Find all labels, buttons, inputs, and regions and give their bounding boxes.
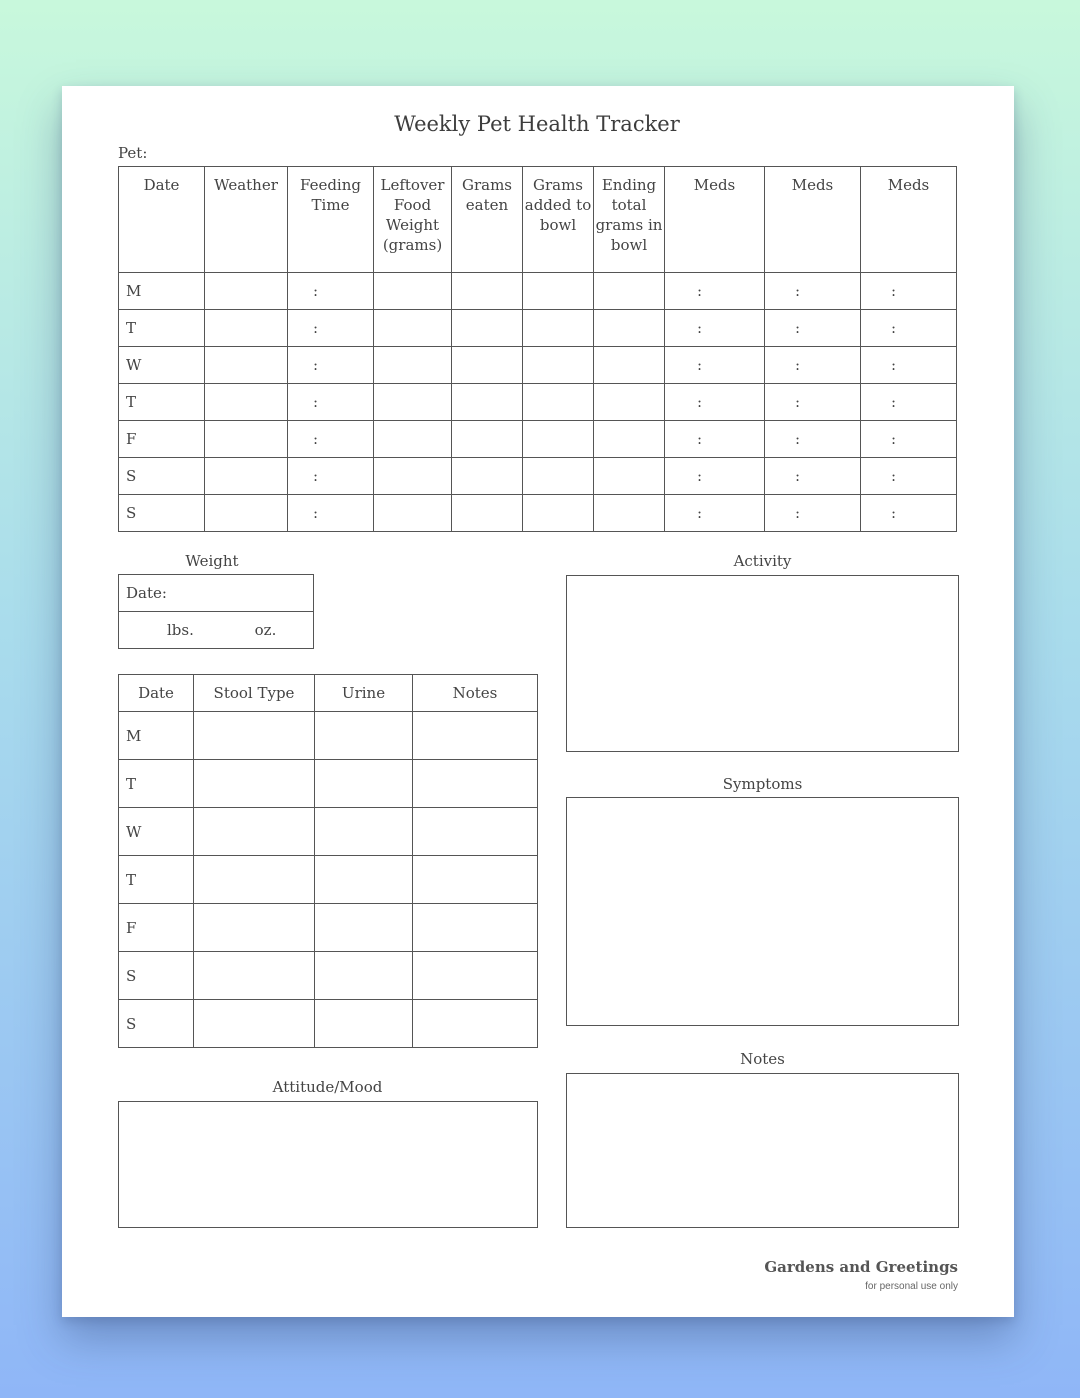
stool-entry-cell[interactable] <box>413 1000 538 1048</box>
time-cell[interactable]: : <box>861 347 957 384</box>
stool-row <box>119 808 538 856</box>
header-meds-1: Meds <box>665 167 765 273</box>
stool-header-notes: Notes <box>413 675 538 712</box>
entry-cell[interactable] <box>452 310 523 347</box>
daily-day-label: S <box>119 458 205 495</box>
daily-row <box>119 273 957 310</box>
stool-entry-cell[interactable] <box>315 808 413 856</box>
symptoms-label: Symptoms <box>722 775 803 793</box>
time-cell[interactable]: : <box>765 310 861 347</box>
stool-day-label: M <box>119 712 194 760</box>
brand-tagline: for personal use only <box>865 1281 958 1292</box>
daily-day-label: S <box>119 495 205 532</box>
entry-cell[interactable] <box>594 458 665 495</box>
entry-cell[interactable] <box>374 347 452 384</box>
stool-entry-cell[interactable] <box>194 808 315 856</box>
stool-header-date: Date <box>119 675 194 712</box>
notes-label: Notes <box>740 1050 785 1068</box>
stool-entry-cell[interactable] <box>413 904 538 952</box>
time-cell[interactable]: : <box>665 347 765 384</box>
stool-row <box>119 760 538 808</box>
time-cell[interactable]: : <box>861 273 957 310</box>
stool-entry-cell[interactable] <box>413 856 538 904</box>
entry-cell[interactable] <box>205 458 288 495</box>
daily-row <box>119 458 957 495</box>
entry-cell[interactable] <box>374 384 452 421</box>
stool-entry-cell[interactable] <box>194 712 315 760</box>
daily-row <box>119 310 957 347</box>
time-cell[interactable]: : <box>861 384 957 421</box>
weight-date-label: Date: <box>126 584 167 602</box>
stool-entry-cell[interactable] <box>194 904 315 952</box>
entry-cell[interactable] <box>594 384 665 421</box>
entry-cell[interactable] <box>374 273 452 310</box>
weight-value-row <box>119 612 314 649</box>
header-weather: Weather <box>205 167 288 273</box>
daily-row <box>119 495 957 532</box>
header-date: Date <box>119 167 205 273</box>
stool-header-urine: Urine <box>315 675 413 712</box>
weight-date-field[interactable] <box>119 575 314 612</box>
time-cell[interactable]: : <box>288 458 374 495</box>
weight-value-field[interactable] <box>119 612 314 649</box>
entry-cell[interactable] <box>452 421 523 458</box>
daily-day-label: T <box>119 384 205 421</box>
stool-urine-table <box>118 674 538 1048</box>
time-cell[interactable]: : <box>765 458 861 495</box>
stool-row <box>119 712 538 760</box>
page-title: Weekly Pet Health Tracker <box>394 112 680 136</box>
stool-row <box>119 1000 538 1048</box>
daily-day-label: W <box>119 347 205 384</box>
time-cell[interactable]: : <box>665 421 765 458</box>
stool-entry-cell[interactable] <box>315 856 413 904</box>
time-cell[interactable]: : <box>665 310 765 347</box>
entry-cell[interactable] <box>374 310 452 347</box>
stool-day-label: S <box>119 952 194 1000</box>
daily-day-label: T <box>119 310 205 347</box>
entry-cell[interactable] <box>374 495 452 532</box>
stool-entry-cell[interactable] <box>413 952 538 1000</box>
entry-cell[interactable] <box>523 347 594 384</box>
time-cell[interactable]: : <box>288 495 374 532</box>
stool-entry-cell[interactable] <box>315 760 413 808</box>
stool-entry-cell[interactable] <box>315 1000 413 1048</box>
stool-day-label: T <box>119 856 194 904</box>
time-cell[interactable]: : <box>288 384 374 421</box>
entry-cell[interactable] <box>452 273 523 310</box>
time-cell[interactable]: : <box>288 421 374 458</box>
stool-entry-cell[interactable] <box>315 952 413 1000</box>
activity-box[interactable] <box>566 575 959 752</box>
entry-cell[interactable] <box>523 384 594 421</box>
time-cell[interactable]: : <box>288 347 374 384</box>
entry-cell[interactable] <box>523 495 594 532</box>
stool-row <box>119 904 538 952</box>
entry-cell[interactable] <box>594 273 665 310</box>
time-cell[interactable]: : <box>665 273 765 310</box>
header-grams-eaten: Grams eaten <box>452 167 523 273</box>
header-ending-total: Ending total grams in bowl <box>594 167 665 273</box>
time-cell[interactable]: : <box>861 458 957 495</box>
header-feeding-time: Feeding Time <box>288 167 374 273</box>
stool-entry-cell[interactable] <box>413 808 538 856</box>
stool-entry-cell[interactable] <box>413 712 538 760</box>
attitude-mood-box[interactable] <box>118 1101 538 1228</box>
entry-cell[interactable] <box>523 458 594 495</box>
entry-cell[interactable] <box>594 421 665 458</box>
time-cell[interactable]: : <box>288 310 374 347</box>
stool-row <box>119 952 538 1000</box>
time-cell[interactable]: : <box>765 384 861 421</box>
entry-cell[interactable] <box>452 495 523 532</box>
stool-row <box>119 856 538 904</box>
stool-day-label: T <box>119 760 194 808</box>
notes-box[interactable] <box>566 1073 959 1228</box>
daily-row <box>119 421 957 458</box>
pet-label: Pet: <box>118 144 148 162</box>
stool-entry-cell[interactable] <box>194 856 315 904</box>
time-cell[interactable]: : <box>861 310 957 347</box>
time-cell[interactable]: : <box>765 495 861 532</box>
time-cell[interactable]: : <box>861 421 957 458</box>
daily-feeding-table <box>118 166 957 532</box>
header-grams-added: Grams added to bowl <box>523 167 594 273</box>
stool-header-row <box>119 675 538 712</box>
entry-cell[interactable] <box>523 273 594 310</box>
entry-cell[interactable] <box>374 421 452 458</box>
daily-row <box>119 347 957 384</box>
time-cell[interactable]: : <box>765 421 861 458</box>
attitude-mood-label: Attitude/Mood <box>272 1078 383 1096</box>
weight-table <box>118 574 314 649</box>
stool-entry-cell[interactable] <box>413 760 538 808</box>
entry-cell[interactable] <box>205 495 288 532</box>
entry-cell[interactable] <box>205 384 288 421</box>
entry-cell[interactable] <box>452 458 523 495</box>
weight-label: Weight <box>185 552 239 570</box>
stool-entry-cell[interactable] <box>194 1000 315 1048</box>
time-cell[interactable]: : <box>861 495 957 532</box>
entry-cell[interactable] <box>594 310 665 347</box>
entry-cell[interactable] <box>594 347 665 384</box>
stool-entry-cell[interactable] <box>315 904 413 952</box>
weight-date-row <box>119 575 314 612</box>
entry-cell[interactable] <box>374 458 452 495</box>
entry-cell[interactable] <box>523 310 594 347</box>
stool-day-label: S <box>119 1000 194 1048</box>
entry-cell[interactable] <box>452 347 523 384</box>
stool-header-stool-type: Stool Type <box>194 675 315 712</box>
entry-cell[interactable] <box>205 421 288 458</box>
entry-cell[interactable] <box>205 273 288 310</box>
entry-cell[interactable] <box>205 310 288 347</box>
time-cell[interactable]: : <box>665 495 765 532</box>
daily-day-label: F <box>119 421 205 458</box>
time-cell[interactable]: : <box>765 347 861 384</box>
time-cell[interactable]: : <box>665 458 765 495</box>
daily-day-label: M <box>119 273 205 310</box>
entry-cell[interactable] <box>205 347 288 384</box>
header-meds-2: Meds <box>765 167 861 273</box>
time-cell[interactable]: : <box>288 273 374 310</box>
entry-cell[interactable] <box>594 495 665 532</box>
symptoms-box[interactable] <box>566 797 959 1026</box>
daily-row <box>119 384 957 421</box>
time-cell[interactable]: : <box>765 273 861 310</box>
activity-label: Activity <box>733 552 792 570</box>
stool-day-label: F <box>119 904 194 952</box>
header-leftover-food-weight: Leftover Food Weight (grams) <box>374 167 452 273</box>
daily-header-row <box>119 167 957 273</box>
lbs-label: lbs. <box>167 621 194 639</box>
stool-entry-cell[interactable] <box>315 712 413 760</box>
entry-cell[interactable] <box>523 421 594 458</box>
header-meds-3: Meds <box>861 167 957 273</box>
stool-day-label: W <box>119 808 194 856</box>
entry-cell[interactable] <box>452 384 523 421</box>
time-cell[interactable]: : <box>665 384 765 421</box>
tracker-sheet <box>62 86 1014 1317</box>
brand-name: Gardens and Greetings <box>764 1258 958 1276</box>
stool-entry-cell[interactable] <box>194 760 315 808</box>
oz-label: oz. <box>254 621 277 639</box>
stool-entry-cell[interactable] <box>194 952 315 1000</box>
